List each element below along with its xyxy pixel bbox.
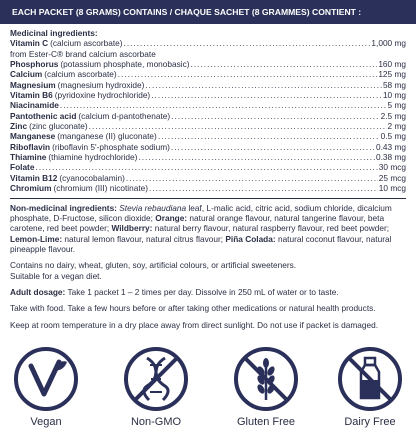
dot-leader bbox=[171, 111, 379, 121]
badge-label: Gluten Free bbox=[236, 416, 296, 428]
ingredient-amount: 30 mcg bbox=[378, 162, 406, 173]
dot-leader bbox=[138, 152, 375, 162]
ingredient-name: Vitamin B12 bbox=[10, 172, 58, 183]
ingredient-source: (manganese (II) gluconate) bbox=[57, 131, 157, 142]
certification-badges bbox=[0, 346, 416, 432]
allergen-statement bbox=[10, 260, 406, 281]
ingredient-amount: 58 mg bbox=[382, 79, 406, 90]
wildberry-label: Wildberry: bbox=[111, 223, 153, 234]
ingredient-amount: 10 mg bbox=[382, 90, 406, 101]
contents-header: EACH PACKET (8 GRAMS) CONTAINS / CHAQUE SACHET (8 GRAMMES) CONTIENT : bbox=[0, 0, 416, 24]
ingredient-amount: 25 mcg bbox=[378, 172, 406, 183]
ingredient-row bbox=[10, 173, 406, 183]
ingredient-row bbox=[10, 80, 406, 90]
ingredient-source: (calcium d-pantothenate) bbox=[78, 110, 171, 121]
ingredient-row bbox=[10, 100, 406, 110]
ingredient-amount: 125 mg bbox=[378, 69, 406, 80]
stevia-species: Stevia rebaudiana bbox=[119, 202, 187, 213]
ingredient-sub-note: from Ester-C® brand calcium ascorbate bbox=[10, 48, 156, 59]
vegan-v-icon bbox=[13, 346, 79, 412]
dosage-label: Adult dosage: bbox=[10, 286, 66, 297]
badge-label: Dairy Free bbox=[344, 416, 396, 428]
ingredient-source: (calcium ascorbate) bbox=[44, 69, 117, 80]
dosage-statement bbox=[10, 287, 406, 297]
ingredient-name: Folate bbox=[10, 162, 35, 173]
ingredient-source: (cyanocobalamin) bbox=[59, 172, 125, 183]
ingredient-name: Phosphorus bbox=[10, 59, 59, 70]
non-medicinal-text: leaf, L-malic acid, citric acid, sodium chloride, dicalcium phosphate, D-Fructose, silicon dioxide; bbox=[10, 202, 392, 223]
ingredient-row bbox=[10, 121, 406, 131]
dot-leader bbox=[151, 90, 382, 100]
ingredient-amount: 2.5 mg bbox=[380, 110, 406, 121]
pina-colada-text: natural coconut flavour, natural pineapple flavour. bbox=[10, 233, 392, 254]
non-medicinal-label: Non-medicinal ingredients: bbox=[10, 202, 117, 213]
badge-label: Non-GMO bbox=[130, 416, 182, 428]
ingredient-name: Magnesium bbox=[10, 79, 56, 90]
milk-bottle-crossed-icon bbox=[337, 346, 403, 412]
ingredient-name: Calcium bbox=[10, 69, 43, 80]
ingredients-content bbox=[10, 28, 406, 330]
ingredient-row bbox=[10, 183, 406, 193]
dot-leader bbox=[89, 121, 387, 131]
ingredient-row bbox=[10, 162, 406, 172]
section-divider bbox=[10, 198, 406, 199]
ingredient-source: (potassium phosphate, monobasic) bbox=[60, 59, 190, 70]
lemon-lime-text: natural lemon flavour, natural citrus flavour; bbox=[64, 233, 224, 244]
badge-vegan bbox=[6, 346, 86, 428]
ingredient-amount: 10 mcg bbox=[378, 183, 406, 194]
ingredient-source: (magnesium hydroxide) bbox=[57, 79, 145, 90]
ingredient-amount: 160 mg bbox=[378, 59, 406, 70]
ingredient-name: Thiamine bbox=[10, 152, 47, 163]
medicinal-ingredients-list bbox=[10, 38, 406, 193]
ingredient-source: (riboflavin 5'-phosphate sodium) bbox=[52, 141, 170, 152]
wheat-crossed-icon bbox=[233, 346, 299, 412]
ingredient-name: Niacinamide bbox=[10, 100, 59, 111]
ingredient-name: Zinc bbox=[10, 121, 28, 132]
ingredient-amount: 0.38 mg bbox=[376, 152, 406, 163]
dot-leader bbox=[145, 80, 382, 90]
ingredient-name: Riboflavin bbox=[10, 141, 51, 152]
ingredient-amount: 2 mg bbox=[387, 121, 406, 132]
dot-leader bbox=[60, 100, 387, 110]
medicinal-ingredients-title: Medicinal ingredients: bbox=[10, 28, 98, 38]
ingredient-row bbox=[10, 59, 406, 69]
ingredient-row bbox=[10, 90, 406, 100]
orange-label: Orange: bbox=[155, 212, 188, 223]
ingredient-source: (chromium (III) nicotinate) bbox=[53, 183, 149, 194]
ingredient-source: (thiamine hydrochloride) bbox=[48, 152, 138, 163]
ingredient-row bbox=[10, 142, 406, 152]
ingredient-row bbox=[10, 111, 406, 121]
dot-leader bbox=[126, 173, 378, 183]
ingredient-row bbox=[10, 131, 406, 141]
ingredient-amount: 0.43 mg bbox=[376, 141, 406, 152]
badge-non-gmo bbox=[116, 346, 196, 428]
contains-line: Contains no dairy, wheat, gluten, soy, artificial colours, or artificial sweeteners. bbox=[10, 260, 297, 271]
dot-leader bbox=[35, 162, 377, 172]
ingredient-row bbox=[10, 38, 406, 48]
ingredient-name: Pantothenic acid bbox=[10, 110, 77, 121]
lemon-lime-label: Lemon-Lime: bbox=[10, 233, 63, 244]
ingredient-row bbox=[10, 69, 406, 79]
dot-leader bbox=[191, 59, 378, 69]
dot-leader bbox=[124, 38, 371, 48]
badge-label: Vegan bbox=[30, 416, 62, 428]
orange-text: natural orange flavour, natural tangerine flavour, beta carotene, red beet powder; bbox=[10, 212, 385, 234]
dosage-text: Take 1 packet 1 – 2 times per day. Dissolve in 250 mL of water or to taste. bbox=[67, 286, 339, 297]
pina-colada-label: Piña Colada: bbox=[225, 233, 276, 244]
ingredient-row bbox=[10, 152, 406, 162]
ingredient-amount: 1,000 mg bbox=[371, 38, 406, 49]
badge-gluten-free bbox=[226, 346, 306, 428]
ingredient-source: (zinc gluconate) bbox=[29, 121, 88, 132]
dot-leader bbox=[149, 183, 378, 193]
dot-leader bbox=[171, 142, 375, 152]
ingredient-source: (calcium ascorbate) bbox=[50, 38, 123, 49]
ingredient-name: Vitamin B6 bbox=[10, 90, 53, 101]
dna-crossed-icon bbox=[123, 346, 189, 412]
vegan-line: Suitable for a vegan diet. bbox=[10, 270, 102, 281]
wildberry-text: natural berry flavour, natural raspberry flavour, red beet powder; bbox=[154, 223, 390, 234]
dot-leader bbox=[158, 131, 380, 141]
ingredient-name: Manganese bbox=[10, 131, 56, 142]
food-statement: Take with food. Take a few hours before or after taking other medications or natural health products. bbox=[10, 303, 376, 314]
dot-leader bbox=[118, 69, 378, 79]
badge-dairy-free bbox=[330, 346, 410, 428]
ingredient-source: (pyridoxine hydrochloride) bbox=[54, 90, 151, 101]
storage-statement: Keep at room temperature in a dry place away from direct sunlight. Do not use if packet is damaged. bbox=[10, 319, 379, 330]
ingredient-name: Vitamin C bbox=[10, 38, 49, 49]
non-medicinal-ingredients bbox=[10, 203, 406, 255]
ingredient-name: Chromium bbox=[10, 183, 52, 194]
ingredient-amount: 0.5 mg bbox=[380, 131, 406, 142]
ingredient-amount: 5 mg bbox=[387, 100, 406, 111]
